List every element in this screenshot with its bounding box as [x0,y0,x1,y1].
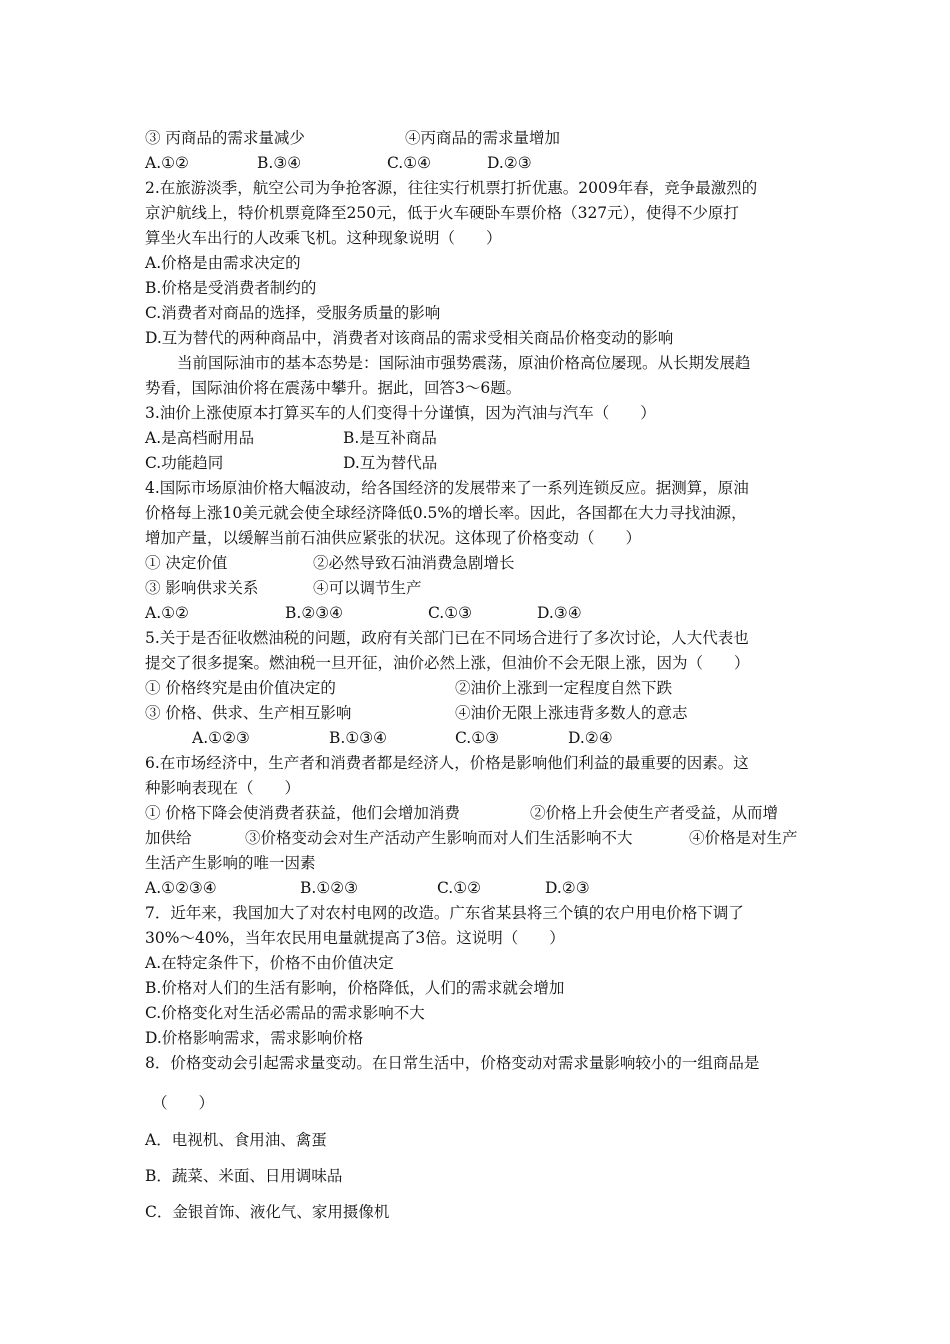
text-line: C.消费者对商品的选择，受服务质量的影响 [145,304,441,322]
text-line: 7．近年来，我国加大了对农村电网的改造。广东省某县将三个镇的农户用电价格下调了 [145,904,744,922]
text-line: D.价格影响需求，需求影响价格 [145,1029,364,1047]
text-line: D.②③ [487,154,532,172]
text-line: A.是高档耐用品 [145,429,255,447]
text-line: ④丙商品的需求量增加 [405,129,561,147]
text-line: （ ） [152,1094,215,1112]
text-line: B.①③④ [329,729,388,747]
text-line: ④可以调节生产 [313,579,422,597]
text-line: B.③④ [257,154,302,172]
text-line: C．金银首饰、液化气、家用摄像机 [145,1203,390,1221]
text-line: B.是互补商品 [343,429,437,447]
text-line: 30%～40%，当年农民用电量就提高了3倍。这说明（ ） [145,929,565,947]
text-line: 算坐火车出行的人改乘飞机。这种现象说明（ ） [145,229,502,247]
text-line: 增加产量，以缓解当前石油供应紧张的状况。这体现了价格变动（ ） [145,529,642,547]
text-line: 京沪航线上，特价机票竟降至250元，低于火车硬卧车票价格（327元），使得不少原打 [145,204,739,222]
text-line: D.②④ [568,729,613,747]
text-line: C.①③ [455,729,500,747]
text-line: A.价格是由需求决定的 [145,254,301,272]
text-line: ③ 价格、供求、生产相互影响 [145,704,352,722]
text-line: 4.国际市场原油价格大幅波动，给各国经济的发展带来了一系列连锁反应。据测算，原油 [145,479,749,497]
text-line: 3.油价上涨使原本打算买车的人们变得十分谨慎，因为汽油与汽车（ ） [145,404,656,422]
text-line: ②必然导致石油消费急剧增长 [313,554,515,572]
text-line: A．电视机、食用油、禽蛋 [145,1131,327,1149]
text-line: 8．价格变动会引起需求量变动。在日常生活中，价格变动对需求量影响较小的一组商品是 [145,1054,760,1072]
text-line: ① 价格下降会使消费者获益，他们会增加消费 [145,804,460,822]
text-line: C.①③ [428,604,473,622]
text-line: ① 决定价值 [145,554,228,572]
text-line: ②油价上涨到一定程度自然下跌 [455,679,673,697]
text-line: C.功能趋同 [145,454,224,472]
text-line: ④价格是对生产 [689,829,798,847]
text-line: C.①② [437,879,482,897]
text-line: ④油价无限上涨违背多数人的意志 [455,704,688,722]
text-line: ③价格变动会对生产活动产生影响而对人们生活影响不大 [245,829,633,847]
text-line: 当前国际油市的基本态势是：国际油市强势震荡，原油价格高位屡现。从长期发展趋 [177,354,751,372]
text-line: C.价格变化对生活必需品的需求影响不大 [145,1004,425,1022]
text-line: B.价格是受消费者制约的 [145,279,317,297]
text-line: D.互为替代的两种商品中，消费者对该商品的需求受相关商品价格变动的影响 [145,329,674,347]
text-line: B．蔬菜、米面、日用调味品 [145,1167,343,1185]
text-line: 生活产生影响的唯一因素 [145,854,316,872]
text-line: 种影响表现在（ ） [145,779,301,797]
text-line: 价格每上涨10美元就会使全球经济降低0.5%的增长率。因此，各国都在大力寻找油源， [145,504,747,522]
text-line: 2.在旅游淡季，航空公司为争抢客源，往往实行机票打折优惠。2009年春，竞争最激烈的 [145,179,758,197]
text-line: ③ 丙商品的需求量减少 [145,129,305,147]
text-line: D.③④ [537,604,582,622]
text-line: B.②③④ [285,604,344,622]
text-line: 势看，国际油价将在震荡中攀升。据此，回答3～6题。 [145,379,522,397]
text-line: 加供给 [145,829,192,847]
text-line: A.①②③④ [145,879,217,897]
text-line: A.①②③ [192,729,250,747]
text-line: A.①② [145,154,189,172]
text-line: B.价格对人们的生活有影响，价格降低，人们的需求就会增加 [145,979,565,997]
text-line: D.②③ [545,879,590,897]
text-line: C.①④ [387,154,432,172]
text-line: B.①②③ [300,879,359,897]
text-line: A.在特定条件下，价格不由价值决定 [145,954,394,972]
text-line: ③ 影响供求关系 [145,579,259,597]
text-line: 提交了很多提案。燃油税一旦开征，油价必然上涨，但油价不会无限上涨，因为（ ） [145,654,750,672]
text-line: 6.在市场经济中，生产者和消费者都是经济人，价格是影响他们利益的最重要的因素。这 [145,754,749,772]
text-line: ① 价格终究是由价值决定的 [145,679,336,697]
text-line: 5.关于是否征收燃油税的问题，政府有关部门已在不同场合进行了多次讨论，人大代表也 [145,629,749,647]
text-line: ②价格上升会使生产者受益，从而增 [530,804,779,822]
text-line: A.①② [145,604,189,622]
text-line: D.互为替代品 [343,454,438,472]
